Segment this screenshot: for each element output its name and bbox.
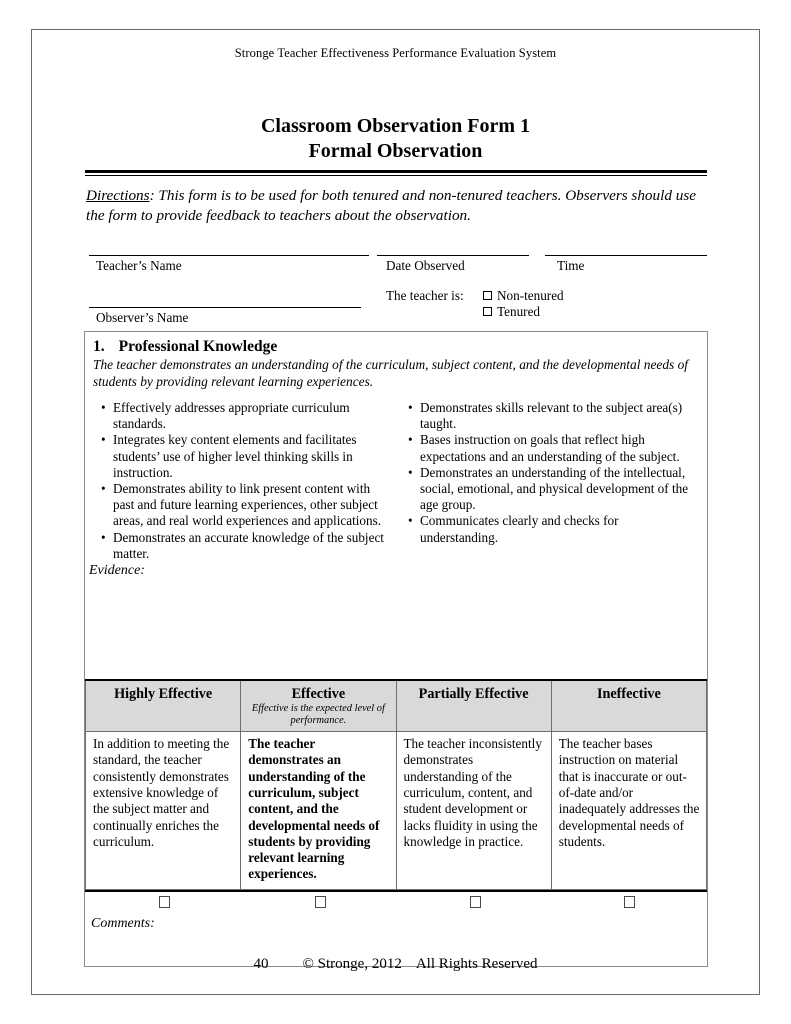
rubric-column-title: Partially Effective bbox=[418, 686, 529, 703]
rubric-table bbox=[85, 679, 707, 890]
rating-checkbox-ineffective[interactable] bbox=[624, 896, 635, 908]
standard-header bbox=[85, 332, 707, 390]
standard-number: 1. bbox=[93, 338, 105, 355]
observer-name-input-line[interactable] bbox=[89, 307, 361, 308]
rubric-column-subtitle: Effective is the expected level of performance. bbox=[251, 703, 385, 727]
comments-label: Comments: bbox=[91, 915, 155, 931]
rubric-column-title: Highly Effective bbox=[114, 686, 213, 703]
standard-section bbox=[84, 331, 708, 967]
directions-text: : This form is to be used for both tenured and non-tenured teachers. Observers should use the form to provide feedback to teachers about the observation. bbox=[86, 187, 696, 224]
page-number: 40 bbox=[253, 956, 269, 972]
list-item: • Demonstrates skills relevant to the subject area(s) taught. bbox=[420, 400, 693, 432]
checkbox-tenured-icon[interactable] bbox=[483, 307, 492, 316]
teacher-name-label: Teacher’s Name bbox=[96, 258, 182, 273]
rubric-body bbox=[86, 732, 707, 890]
page-footer bbox=[0, 956, 791, 973]
teacher-name-input-line[interactable] bbox=[89, 255, 369, 256]
running-head: Stronge Teacher Effectiveness Performance Evaluation System bbox=[234, 46, 557, 60]
standard-title bbox=[93, 337, 699, 356]
indicators-right-column bbox=[396, 400, 703, 562]
rubric-column-title: Ineffective bbox=[596, 686, 661, 703]
rubric-column-title: Effective bbox=[291, 686, 346, 703]
status-option-non-tenured-label: Non-tenured bbox=[497, 288, 564, 303]
rubric-column-header-ineffective bbox=[551, 680, 706, 732]
indicators-left-column bbox=[89, 400, 396, 562]
rating-checkbox-partially-effective[interactable] bbox=[470, 896, 481, 908]
title-rule-thin bbox=[85, 175, 707, 176]
rating-checkbox-row bbox=[85, 890, 707, 912]
title-rule-thick bbox=[85, 170, 707, 173]
page-title-line2: Formal Observation bbox=[308, 140, 483, 162]
rating-checkbox-effective[interactable] bbox=[315, 896, 326, 908]
directions-label: Directions bbox=[86, 187, 150, 204]
copyright-notice: © Stronge, 2012 bbox=[302, 956, 402, 972]
list-item: • Demonstrates an understanding of the intellectual, social, emotional, and physical development of the age group. bbox=[420, 465, 693, 514]
page-title bbox=[0, 114, 791, 164]
rubric-column-header-partially-effective bbox=[396, 680, 551, 732]
status-option-non-tenured[interactable] bbox=[483, 288, 564, 304]
standard-description: The teacher demonstrates an understanding of the curriculum, subject content, and the developmental needs of students by providing relevant learning experiences. bbox=[93, 357, 689, 389]
list-item: • Integrates key content elements and facilitates students’ use of higher level thinking skills in instruction. bbox=[113, 432, 386, 481]
evidence-label: Evidence: bbox=[89, 563, 145, 579]
evidence-input-area[interactable] bbox=[85, 579, 707, 679]
status-option-tenured[interactable] bbox=[483, 304, 540, 320]
list-item: • Bases instruction on goals that reflect high expectations and an understanding of the subject. bbox=[420, 432, 693, 464]
indicator-list-left bbox=[89, 400, 386, 562]
rubric-column-header-highly-effective bbox=[86, 680, 241, 732]
date-observed-label: Date Observed bbox=[386, 258, 465, 273]
rubric-cell-ineffective: The teacher bases instruction on material that is inaccurate or out-of-date and/or inadequately addresses the developmental needs of students. bbox=[551, 732, 706, 890]
page-title-line1: Classroom Observation Form 1 bbox=[260, 115, 531, 137]
rubric-cell-effective: The teacher demonstrates an understanding of the curriculum, subject content, and the developmental needs of students by providing relevant learning experiences. bbox=[241, 732, 396, 890]
rights-notice: All Rights Reserved bbox=[415, 956, 538, 972]
teacher-status-label: The teacher is: bbox=[386, 288, 464, 303]
list-item: • Communicates clearly and checks for understanding. bbox=[420, 513, 693, 545]
rubric-cell-partially-effective: The teacher inconsistently demonstrates understanding of the curriculum, content, and student development or lacks fluidity in using the knowledge in practice. bbox=[396, 732, 551, 890]
standard-name: Professional Knowledge bbox=[118, 338, 278, 355]
checkbox-non-tenured-icon[interactable] bbox=[483, 291, 492, 300]
time-input-line[interactable] bbox=[545, 255, 707, 256]
status-option-tenured-label: Tenured bbox=[497, 304, 541, 319]
rubric-column-header-effective bbox=[241, 680, 396, 732]
rating-checkbox-highly-effective[interactable] bbox=[159, 896, 170, 908]
indicator-list-right bbox=[396, 400, 693, 546]
indicators bbox=[85, 390, 707, 562]
rubric-cell-highly-effective: In addition to meeting the standard, the teacher consistently demonstrates extensive knowledge of the subject matter and continually enriches the curriculum. bbox=[86, 732, 241, 890]
observer-name-label: Observer’s Name bbox=[96, 310, 189, 325]
directions-paragraph bbox=[86, 186, 708, 226]
date-observed-input-line[interactable] bbox=[377, 255, 529, 256]
list-item: • Effectively addresses appropriate curriculum standards. bbox=[113, 400, 386, 432]
table-row bbox=[86, 732, 707, 890]
rubric-header-row bbox=[86, 680, 707, 732]
time-label: Time bbox=[557, 258, 585, 273]
list-item: • Demonstrates an accurate knowledge of the subject matter. bbox=[113, 530, 386, 562]
list-item: • Demonstrates ability to link present content with past and future learning experiences, other subject areas, and real world experiences and applications. bbox=[113, 481, 386, 530]
